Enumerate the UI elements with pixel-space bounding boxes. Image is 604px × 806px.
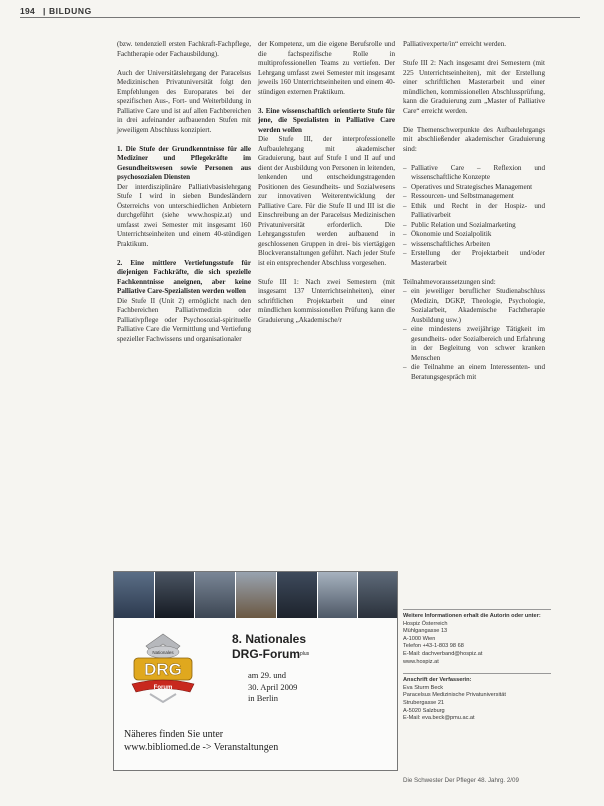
- event-date: [248, 670, 297, 705]
- subheading: 3. Eine wissenschaftlich orientierte Stufe für jene, die Spezialisten in Palliative Care werden wollen: [258, 106, 395, 134]
- paragraph: der Kompetenz, um die eigene Berufsrolle und die fachspezifische Rolle in multiprofessionellen Teams zu vertiefen. Der Lehrgang umfasst zwei Semester mit insgesamt jeweils 160 Unterrichtseinheiten und einem 40-stündigen externen Praktikum.: [258, 40, 395, 96]
- info-line: Hospiz Österreich: [403, 620, 448, 627]
- paragraph: Die Stufe III, der interprofessionelle Aufbaulehrgang mit akademischer Graduierung, baut auf Stufe I und II auf und dient der Ausbildung von Personen in leitenden, lenkenden und entscheidungstragenden Positionen des Gesundheits- und Sozialwesens zur innovativen Weiterentwicklung der Palliative Care. Für die Stufe II und III ist die Einschreibung an der Paracelsus Medizinischen Privatuniversität erforderlich. Die Lehrgangsstufen werden aufbauend in geschlossenen Gruppen in drei- bis viertägigen Blockveranstaltungen geführt. Nach jeder Stufe ist ein entsprechender Abschluss vorgesehen.: [258, 135, 395, 267]
- info-line: A-1000 Wien: [403, 635, 436, 642]
- svg-text:Nationales: Nationales: [152, 650, 174, 655]
- list-item: – Ökonomie und Sozialpolitik: [403, 230, 545, 240]
- date-line: am 29. und: [248, 670, 287, 680]
- divider: [403, 673, 551, 674]
- photo-tile: [236, 572, 277, 618]
- list-item: – eine mindestens zweijährige Tätigkeit im gesundheits- oder Sozialbereich und Erfahrung in der Begleitung von schwer kranken Menschen: [403, 325, 545, 363]
- photo-tile: [277, 572, 318, 618]
- paragraph: Die Stufe II (Unit 2) ermöglicht nach den Fachbereichen Palliativmedizin oder Palliativpflege oder Psychosozial-spirituelle Palliative Care die Vermittlung und Vertiefung spezieller Fachwissens und organisationaler: [117, 296, 251, 343]
- svg-text:DRG: DRG: [144, 660, 182, 679]
- event-name: DRG-Forum: [232, 647, 300, 661]
- list-item: – Erstellung der Projektarbeit und/oder Masterarbeit: [403, 249, 545, 268]
- paragraph: Auch der Universitätslehrgang der Paracelsus Medizinischen Privatuniversität folgt den Empfehlungen des Europarates bei der spezifischen Aus-, Fort- und Weiterbildung in Palliative Care und ist auf allen Fachbereichen in drei aufeinander aufbauenden Stufen mit jeweiligem Abschluss konzipiert.: [117, 68, 251, 134]
- paragraph: Palliativexperte/in“ erreicht werden.: [403, 40, 507, 48]
- author-heading: Anschrift der Verfasserin:: [403, 677, 472, 684]
- subheading: 1. Die Stufe der Grundkenntnisse für alle Mediziner und Pflegekräfte im Gesundheitswesen sowie Personen aus psychosozialen Diensten: [117, 144, 251, 181]
- paragraph: (bzw. tendenziell ersten Fachkraft-Fachpflege, Fachtherapie oder Fachausbildung).: [117, 40, 251, 58]
- topic-list: [403, 164, 545, 269]
- list-item: – Public Relation und Sozialmarketing: [403, 221, 545, 231]
- svg-text:Forum: Forum: [153, 685, 173, 691]
- info-line: Mühlgangasse 13: [403, 628, 448, 635]
- event-name-line: [232, 647, 309, 662]
- photo-tile: [358, 572, 398, 618]
- photo-strip: [114, 572, 398, 618]
- date-line: 30. April 2009: [248, 681, 298, 692]
- list-item: – Ressourcen- und Selbstmanagement: [403, 192, 545, 202]
- event-title: [232, 632, 309, 662]
- author-line: Paracelsus Medizinische Privatuniversität: [403, 692, 506, 699]
- author-line: A-5020 Salzburg: [403, 707, 445, 714]
- info-line: E-Mail: dachverband@hospiz.at: [403, 650, 483, 657]
- info-heading: Weitere Informationen erhalt die Autorin oder unter:: [403, 613, 541, 619]
- info-line: Telefon +43-1-803 98 68: [403, 643, 464, 650]
- event-suffix: plus: [300, 651, 310, 657]
- requirements-list: [403, 287, 545, 382]
- event-number: 8. Nationales: [232, 632, 307, 646]
- paragraph: Stufe III 2: Nach insgesamt drei Semestern (mit 225 Unterrichtseinheiten), mit der Erstellung einer schriftlichen Masterarbeit und einer mündlichen, kommissionellen Abschlussprüfung, kann die Graduierung zum „Master of Palliative Care“ erreicht werden.: [403, 59, 545, 115]
- list-item: – Operatives und Strategisches Management: [403, 183, 545, 193]
- text-column-1: [117, 40, 251, 354]
- page-number: 194: [20, 6, 36, 16]
- author-block: [403, 677, 551, 723]
- section-title: | BILDUNG: [43, 6, 92, 16]
- text-column-3: [403, 40, 545, 392]
- list-item: – die Teilnahme an einem Interessenten- und Beratungsgespräch mit: [403, 363, 545, 382]
- divider: [403, 609, 551, 610]
- photo-tile: [195, 572, 236, 618]
- list-item: – Palliative Care – Reflexion und wissenschaftliche Konzepte: [403, 164, 545, 183]
- page-header: [20, 6, 580, 18]
- info-line: www.hospiz.at: [403, 658, 439, 665]
- more-info-label: Näheres finden Sie unter: [124, 729, 224, 740]
- contact-info-box: [403, 609, 551, 730]
- list-item: – Ethik und Recht in der Hospiz- und Palliativarbeit: [403, 202, 545, 221]
- more-info-link[interactable]: www.bibliomed.de -> Veranstaltungen: [124, 742, 279, 753]
- paragraph: Stufe III 1: Nach zwei Semestern (mit insgesamt 137 Unterrichtseinheiten), einer schriftlichen Projektarbeit und einer mündlichen kommissionellen Prüfung kann die Graduierung „Akademische/r: [258, 277, 395, 324]
- author-line: E-Mail: eva.beck@pmu.ac.at: [403, 715, 475, 722]
- event-city: in Berlin: [248, 693, 278, 703]
- photo-tile: [155, 572, 196, 618]
- paragraph: Teilnahmevoraussetzungen sind:: [403, 277, 496, 286]
- info-block: [403, 613, 551, 666]
- text-column-2: [258, 40, 395, 335]
- author-line: Eva Sturm Beck: [403, 684, 444, 691]
- drg-forum-logo: [124, 630, 202, 706]
- list-item: – ein jeweiliger beruflicher Studienabschluss (Medizin, DGKP, Theologie, Psychologie, Sozialarbeit, Akademische Fachtherapie Ausbildung usw.): [403, 287, 545, 325]
- author-line: Strubergasse 21: [403, 699, 445, 706]
- paragraph: Der interdisziplinäre Palliativbasislehrgang Stufe I wird in sieben Bundesländern Österreichs von unterschiedlichen Anbietern durchgeführt (siehe www.hospiz.at) und umfasst zwei Semester mit insgesamt 160 Unterrichtseinheiten und einem 40-stündigen Praktikum.: [117, 182, 251, 248]
- subheading: 2. Eine mittlere Vertiefungsstufe für diejenigen Fachkräfte, die sich spezielle Fachkenntnisse aneignen, aber keine Palliative Care-Spezialisten werden wollen: [117, 258, 251, 295]
- header-rule: [20, 17, 580, 18]
- drg-forum-advertisement: [113, 571, 398, 771]
- list-item: – wissenschaftliches Arbeiten: [403, 240, 545, 250]
- page-footer: Die Schwester Der Pfleger 48. Jahrg. 2/09: [403, 777, 519, 784]
- more-info: [124, 728, 278, 754]
- paragraph: Die Themenschwerpunkte des Aufbaulehrgangs mit abschließender akademischer Graduierung sind:: [403, 125, 545, 153]
- photo-tile: [114, 572, 155, 618]
- photo-tile: [318, 572, 359, 618]
